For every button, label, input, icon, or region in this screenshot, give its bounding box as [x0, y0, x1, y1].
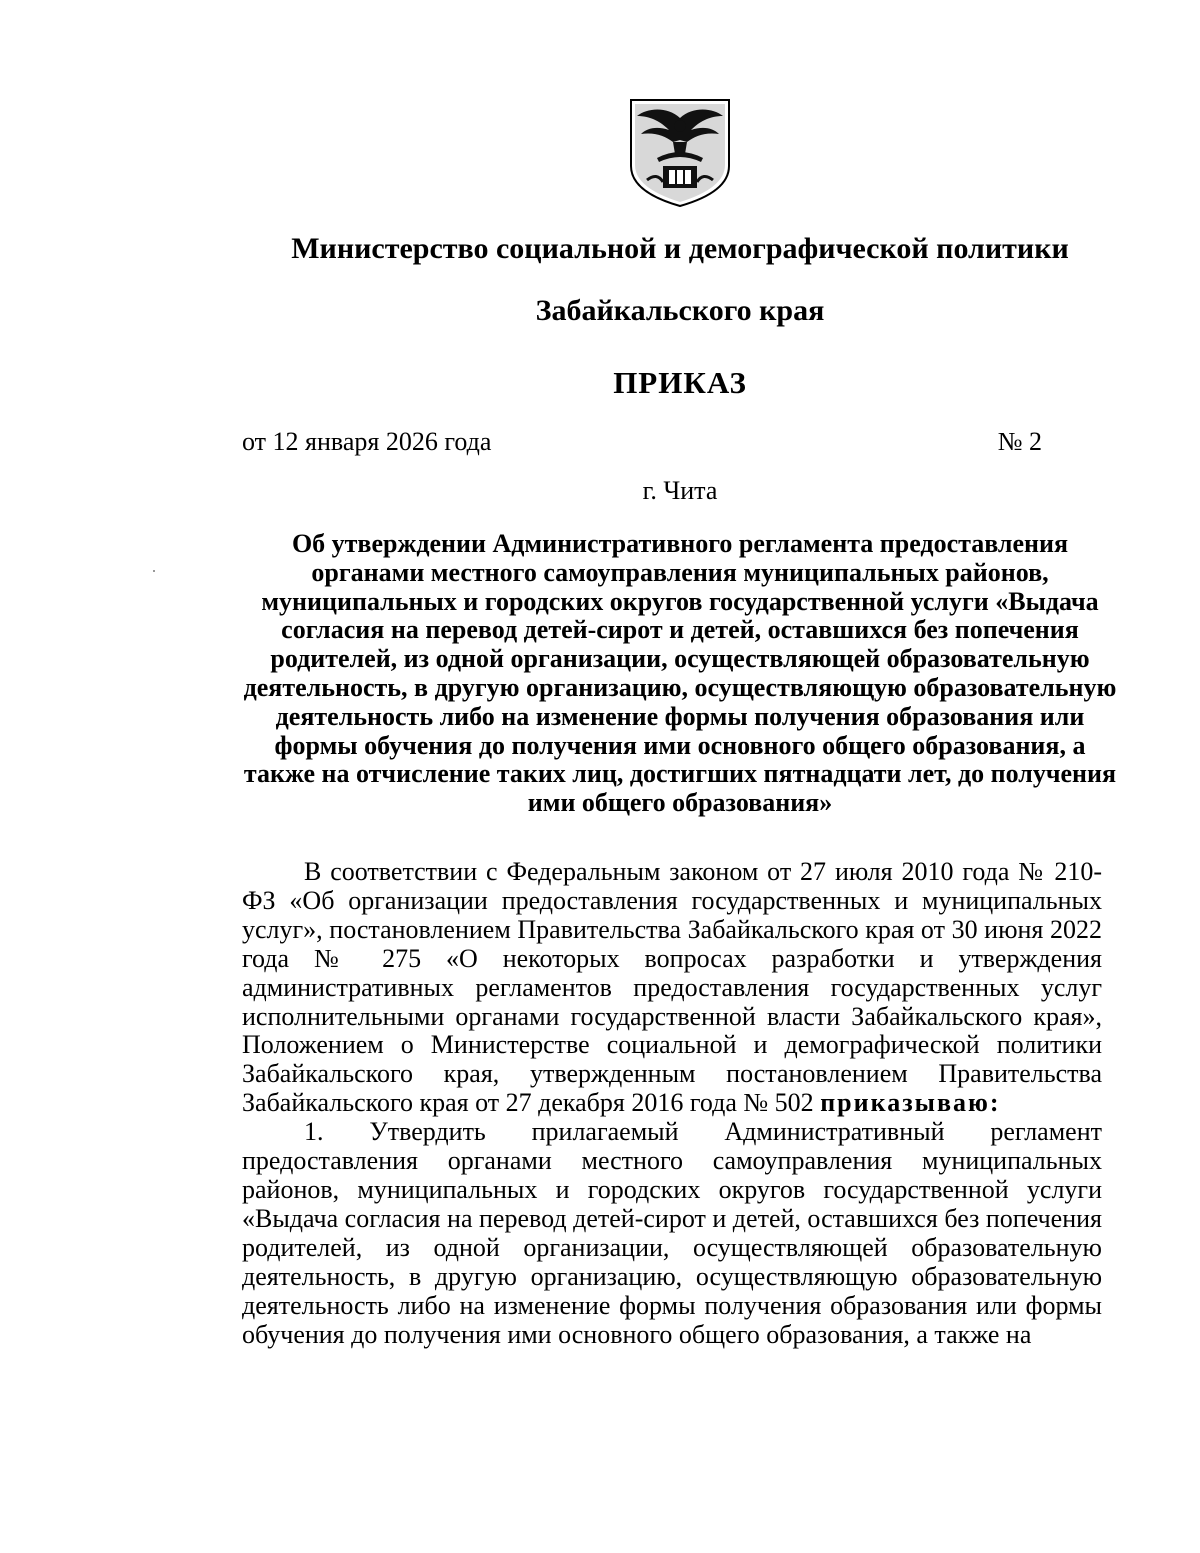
region-name: Забайкальского края — [535, 294, 825, 327]
preamble-paragraph — [242, 858, 1102, 1118]
document-type: ПРИКАЗ — [613, 365, 747, 400]
order-word: приказываю: — [820, 1088, 1001, 1118]
document-body — [242, 858, 1102, 1349]
document-number: № 2 — [997, 427, 1042, 456]
coat-of-arms-emblem — [627, 96, 733, 208]
scan-speck — [153, 570, 155, 572]
preamble-text: В соответствии с Федеральным законом от 27 июля 2010 года № 210-ФЗ «Об организации предоставления государственных и муниципальных услуг», постановлением Правительства Забайкальского края от 30 июня 2022 года № 275 «О некоторых вопросах разработки и утверждения административных регламентов предоставления государственных услуг исполнительными органами государственной власти Забайкальского края», Положением о Министерстве социальной и демографической политики Забайкальского края, утвержденным постановлением Правительства Забайкальского края от 27 декабря 2016 года № 502 — [242, 857, 1102, 1118]
document-title: Об утверждении Административного регламента предоставления органами местного самоуправления муниципальных районов, муниципальных и городских округов государственной услуги «Выдача согласия на перевод детей-сирот и детей, оставшихся без попечения родителей, из одной организации, осуществляющей образовательную деятельность, в другую организацию, осуществляющую образовательную деятельность либо на изменение формы получения образования или формы обучения до получения ими основного общего образования, а также на отчисление таких лиц, достигших пятнадцати лет, до получения ими общего образования» — [243, 529, 1117, 818]
document-date: от 12 января 2026 года — [242, 427, 492, 456]
item-1-paragraph: 1. Утвердить прилагаемый Административный регламент предоставления органами местного самоуправления муниципальных районов, муниципальных и городских округов государственной услуги «Выдача согласия на перевод детей-сирот и детей, оставшихся без попечения родителей, из одной организации, осуществляющей образовательную деятельность, в другую организацию, осуществляющую образовательную деятельность либо на изменение формы получения образования или формы обучения до получения ими основного общего образования, а также на — [242, 1117, 1102, 1349]
document-city: г. Чита — [642, 476, 718, 505]
ministry-name: Министерство социальной и демографической политики — [291, 232, 1069, 265]
